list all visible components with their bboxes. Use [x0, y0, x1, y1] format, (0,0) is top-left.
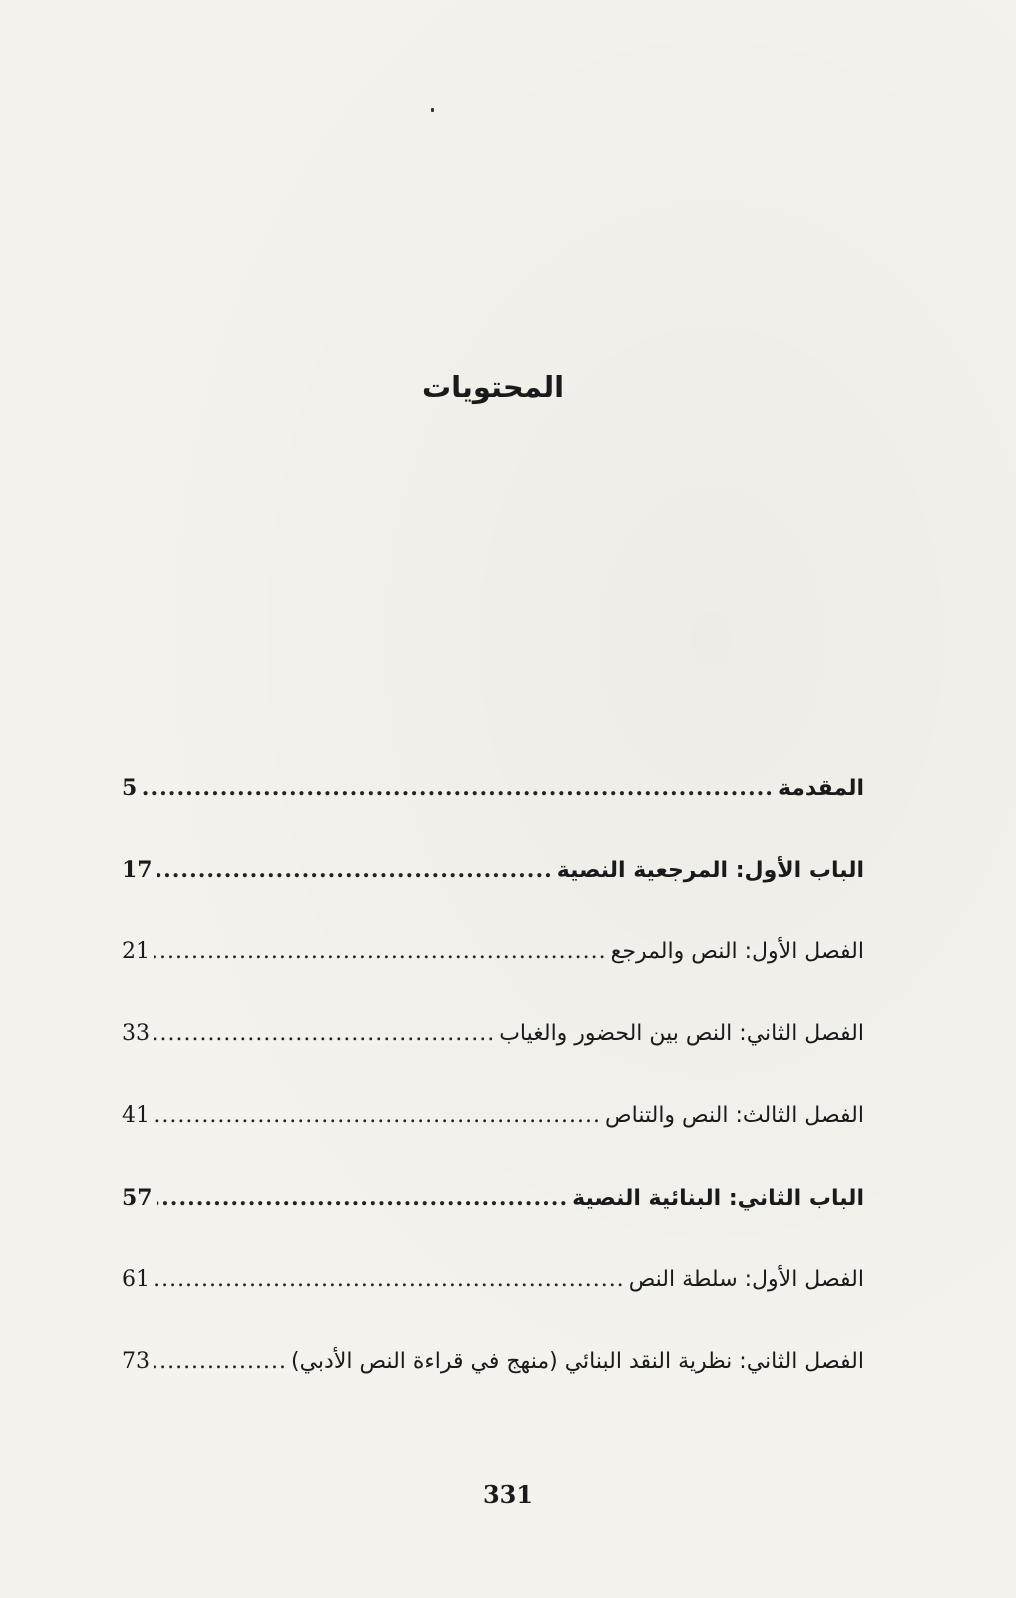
- toc-entry-label: المقدمة: [777, 776, 864, 801]
- toc-entry-page: 73: [122, 1349, 150, 1374]
- page-number: 331: [482, 1480, 534, 1509]
- toc-entry-page: 33: [122, 1021, 150, 1046]
- toc-entry-part-two: [122, 1185, 864, 1267]
- dot-leader: [154, 1021, 495, 1046]
- toc-entry-page: 17: [122, 857, 153, 883]
- toc-entry-chapter-2-2: [122, 1349, 864, 1431]
- toc-entry-chapter-1-2: [122, 1021, 864, 1103]
- table-of-contents: [122, 775, 864, 1431]
- toc-entry-part-one: [122, 857, 864, 939]
- toc-entry-chapter-1-3: [122, 1103, 864, 1185]
- toc-entry-label: الباب الثاني: البنائية النصية: [572, 1186, 864, 1211]
- toc-entry-label: الفصل الثالث: النص والتناص: [605, 1103, 864, 1128]
- dot-leader: [157, 1185, 568, 1211]
- dot-leader: [154, 1103, 601, 1128]
- toc-entry-label: الفصل الثاني: نظرية النقد البنائي (منهج في قراءة النص الأدبي): [290, 1349, 864, 1374]
- dot-leader: [154, 1349, 287, 1374]
- toc-entry-introduction: [122, 775, 864, 857]
- page-title: المحتويات: [421, 370, 565, 404]
- toc-entry-label: الباب الأول: المرجعية النصية: [556, 858, 864, 883]
- toc-entry-label: الفصل الأول: النص والمرجع: [610, 939, 864, 964]
- toc-entry-chapter-2-1: [122, 1267, 864, 1349]
- dot-leader: [157, 857, 553, 883]
- toc-entry-label: الفصل الثاني: النص بين الحضور والغياب: [499, 1021, 864, 1046]
- dot-leader: [154, 1267, 625, 1292]
- toc-entry-page: 57: [122, 1185, 153, 1211]
- toc-entry-page: 21: [122, 939, 150, 964]
- toc-entry-page: 61: [122, 1267, 150, 1292]
- toc-entry-chapter-1-1: [122, 939, 864, 1021]
- ink-speck: [431, 108, 434, 112]
- dot-leader: [141, 775, 774, 801]
- toc-entry-label: الفصل الأول: سلطة النص: [628, 1267, 864, 1292]
- toc-entry-page: 5: [122, 775, 138, 801]
- toc-entry-page: 41: [122, 1103, 150, 1128]
- dot-leader: [154, 939, 607, 964]
